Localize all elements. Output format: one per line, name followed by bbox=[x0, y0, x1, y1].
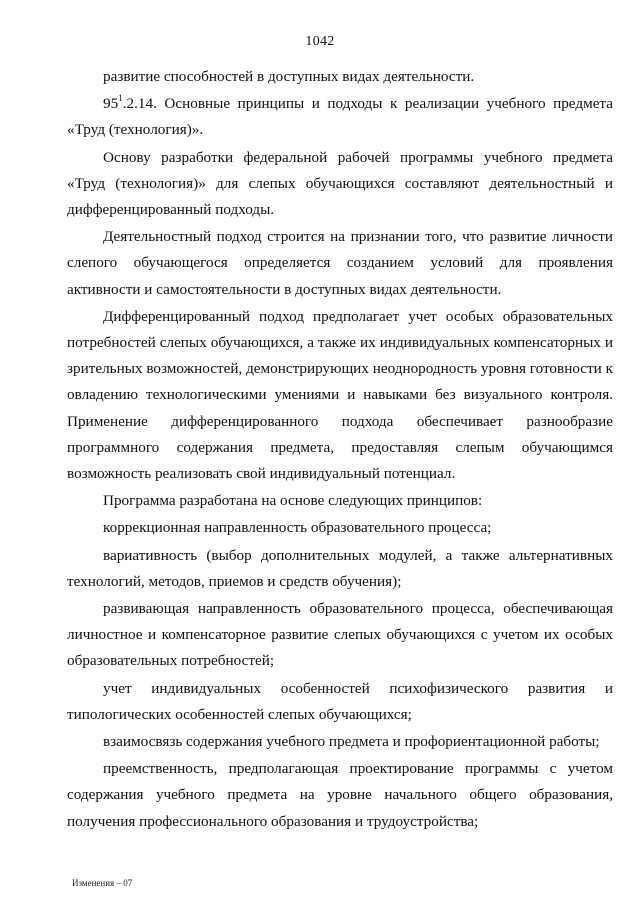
principle-developmental: развивающая направленность образовательного процесса, обеспечивающая личностное и компенсаторное развитие слепых обучающихся с учетом их особых образовательных потребностей; bbox=[67, 600, 613, 670]
principle-variability: вариативность (выбор дополнительных модулей, а также альтернативных технологий, методов, приемов и средств обучения); bbox=[67, 546, 613, 590]
section-heading-text: .2.14. Основные принципы и подходы к реализации учебного предмета «Труд (технология)». bbox=[67, 95, 613, 139]
page-number: 1042 bbox=[305, 34, 335, 49]
section-number: 95 bbox=[103, 95, 119, 113]
paragraph-activity-approach: Деятельностный подход строится на признании того, что развитие личности слепого обучающегося определяется созданием условий для проявления активности и самостоятельности в доступных видах деятельности. bbox=[67, 228, 613, 298]
paragraph-principles-intro: Программа разработана на основе следующих принципов: bbox=[103, 492, 483, 510]
principle-career-guidance: взаимосвязь содержания учебного предмета и профориентационной работы; bbox=[103, 733, 600, 751]
principle-correctional: коррекционная направленность образовательного процесса; bbox=[103, 519, 492, 537]
body-text bbox=[67, 64, 613, 835]
paragraph-approaches-basis: Основу разработки федеральной рабочей программы учебного предмета «Труд (технология)» для слепых обучающихся составляют деятельностный и дифференцированный подходы. bbox=[67, 148, 613, 219]
continuation-line: развитие способностей в доступных видах деятельности. bbox=[103, 68, 475, 85]
section-number-superscript: 1 bbox=[118, 93, 123, 104]
paragraph-differentiated-approach: Дифференцированный подход предполагает учет особых образовательных потребностей слепых обучающихся, а также их индивидуальных компенсаторных и зрительных возможностей, демонстрирующих неоднородность уровня готовности к овладению технологическими умениями и навыками без визуального контроля. Применение дифференцированного подхода обеспечивает разнообразие программного содержания предмета, предоставляя слепым обучающимся возможность реализовать свой индивидуальный потенциал. bbox=[67, 307, 613, 483]
footer-revision-note: Изменения – 07 bbox=[72, 878, 133, 888]
principle-individual-features: учет индивидуальных особенностей психофизического развития и типологических особенностей слепых обучающихся; bbox=[67, 679, 613, 723]
section-heading bbox=[67, 91, 613, 143]
principle-continuity: преемственность, предполагающая проектирование программы с учетом содержания учебного предмета на уровне начального общего образования, получения профессионального образования и трудоустройства; bbox=[67, 760, 613, 830]
